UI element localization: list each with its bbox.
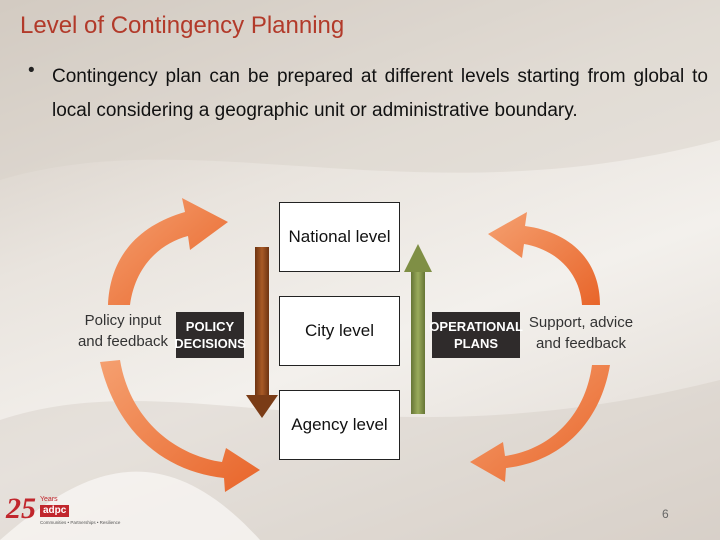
city-level-box: City level bbox=[279, 296, 400, 366]
bullet-item bbox=[28, 60, 708, 128]
page-number: 6 bbox=[662, 507, 669, 521]
left-upper-orange-arrow bbox=[108, 198, 228, 305]
logo-years-label: Years bbox=[40, 496, 58, 503]
policy-decisions-box: POLICY DECISIONS bbox=[176, 312, 244, 358]
down-arrow bbox=[246, 247, 278, 418]
policy-input-text: Policy input and feedback bbox=[77, 312, 169, 350]
agency-level-box: Agency level bbox=[279, 390, 400, 460]
right-lower-orange-arrow bbox=[470, 365, 610, 482]
logo-tagline: Communities • Partnerships • Resilience bbox=[40, 520, 121, 525]
national-level-box: National level bbox=[279, 202, 400, 272]
right-upper-orange-arrow bbox=[488, 212, 600, 305]
left-lower-orange-arrow bbox=[100, 360, 260, 492]
bullet-symbol: • bbox=[28, 60, 35, 81]
support-advice-text: Support, advice and feedback bbox=[528, 314, 634, 352]
bullet-text: Contingency plan can be prepared at different levels starting from global to local considering a geographic unit or administrative boundary. bbox=[52, 66, 708, 121]
logo-name: adpc bbox=[40, 505, 69, 517]
logo-anniversary-number: 25 bbox=[6, 492, 36, 525]
up-arrow bbox=[404, 244, 432, 414]
adpc-logo bbox=[6, 492, 136, 532]
slide-title: Level of Contingency Planning bbox=[20, 12, 345, 39]
operational-plans-box: OPERATIONAL PLANS bbox=[432, 312, 520, 358]
